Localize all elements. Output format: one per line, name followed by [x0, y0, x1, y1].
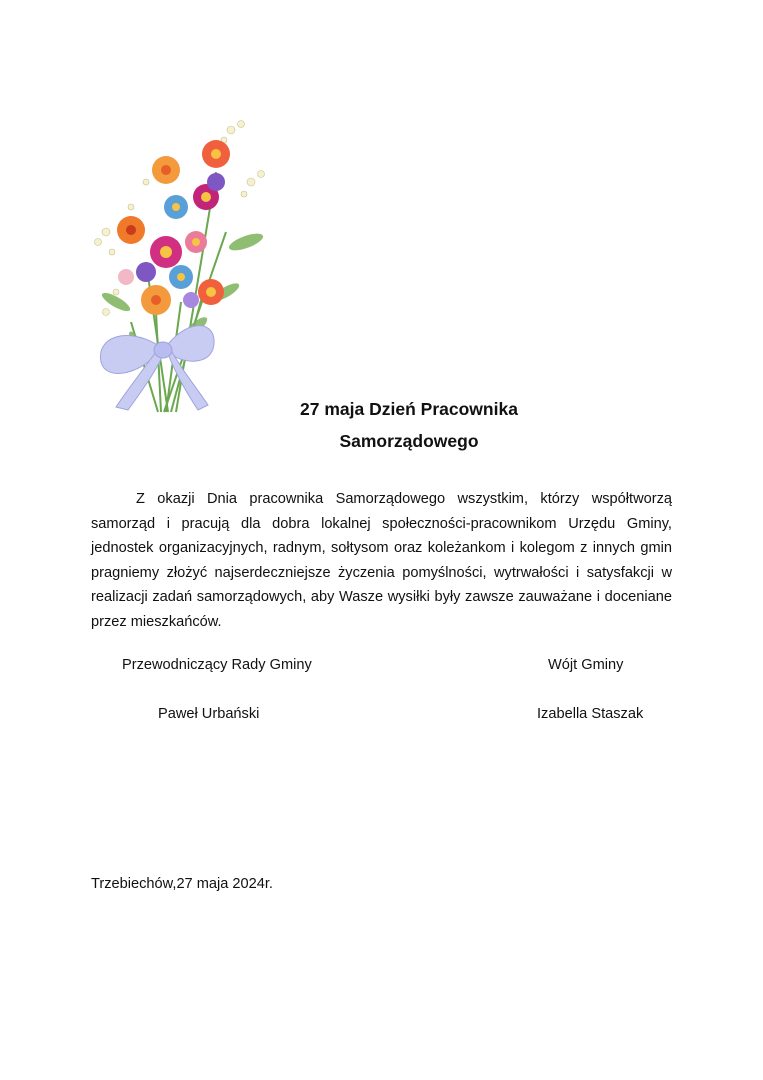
greeting-text: Z okazji Dnia pracownika Samorządowego wszystkim, którzy współtworzą samorząd i pracują dla dobra lokalnej społeczności-pracownikom Urzędu Gminy, jednostek organizacyjnych, radnym, sołtysom oraz koleżankom i kolegom z innych gmin pragniemy złożyć najserdeczniejsze życzenia pomyślności, wytrwałości i satysfakcji w realizacji zadań samorządowych, aby Wasze wysiłki były zawsze zauważane i doceniane przez mieszkańców. — [91, 491, 672, 630]
flower-bouquet-illustration — [86, 112, 276, 417]
place-and-date: Trzebiechów,27 maja 2024r. — [91, 876, 273, 892]
page-title-line-2: Samorządowego — [339, 431, 479, 451]
greeting-paragraph — [91, 487, 672, 635]
signature-right-name: Izabella Staszak — [537, 706, 644, 722]
daisies — [117, 140, 230, 315]
signature-right-role: Wójt Gminy — [548, 657, 624, 673]
page-title-line-1: 27 maja Dzień Pracownika — [300, 399, 518, 419]
signature-left-role: Przewodniczący Rady Gminy — [122, 657, 312, 673]
signature-left-name: Paweł Urbański — [158, 706, 260, 722]
